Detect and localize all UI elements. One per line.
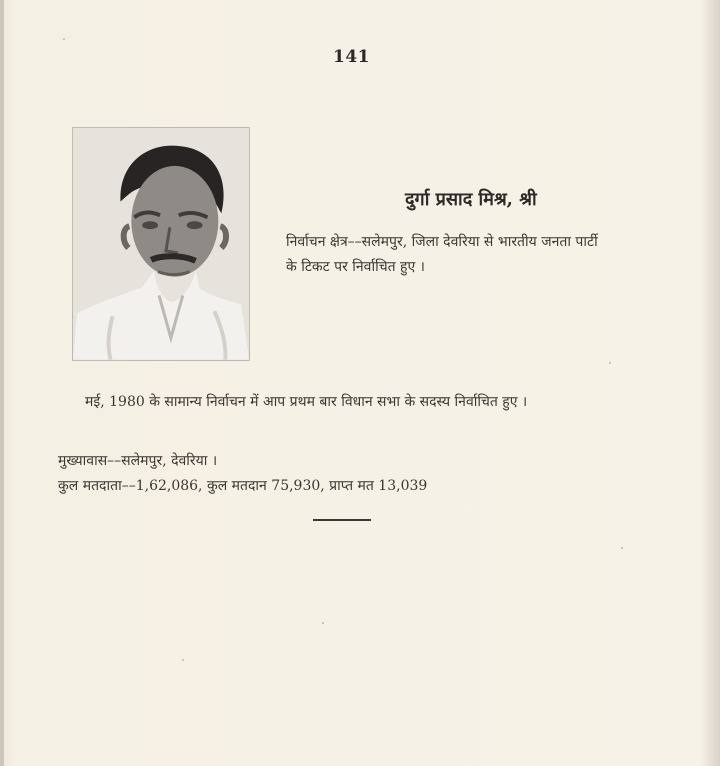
- paper-speck: [609, 362, 611, 364]
- person-name: दुर्गा प्रसाद मिश्र, श्री: [405, 189, 537, 210]
- paper-speck: [182, 659, 184, 661]
- election-sentence: मई, 1980 के सामान्य निर्वाचन में आप प्रथम बार विधान सभा के सदस्य निर्वाचित हुए ।: [85, 394, 528, 410]
- page-number: 141: [333, 47, 370, 67]
- vote-statistics: कुल मतदाता––1,62,086, कुल मतदान 75,930, प्राप्त मत 13,039: [58, 478, 428, 494]
- paper-speck: [621, 547, 623, 549]
- paper-speck: [322, 622, 324, 624]
- election-details: [58, 389, 618, 416]
- paper-speck: [63, 38, 65, 40]
- section-divider: [313, 519, 371, 521]
- page-edge-shadow: [0, 0, 4, 766]
- portrait-photo: [72, 127, 250, 361]
- residence-line: मुख्यावास––सलेमपुर, देवरिया ।: [58, 453, 218, 469]
- constituency-description: निर्वाचन क्षेत्र––सलेमपुर, जिला देवरिया से भारतीय जनता पार्टी के टिकट पर निर्वाचित हुए ।: [286, 234, 598, 275]
